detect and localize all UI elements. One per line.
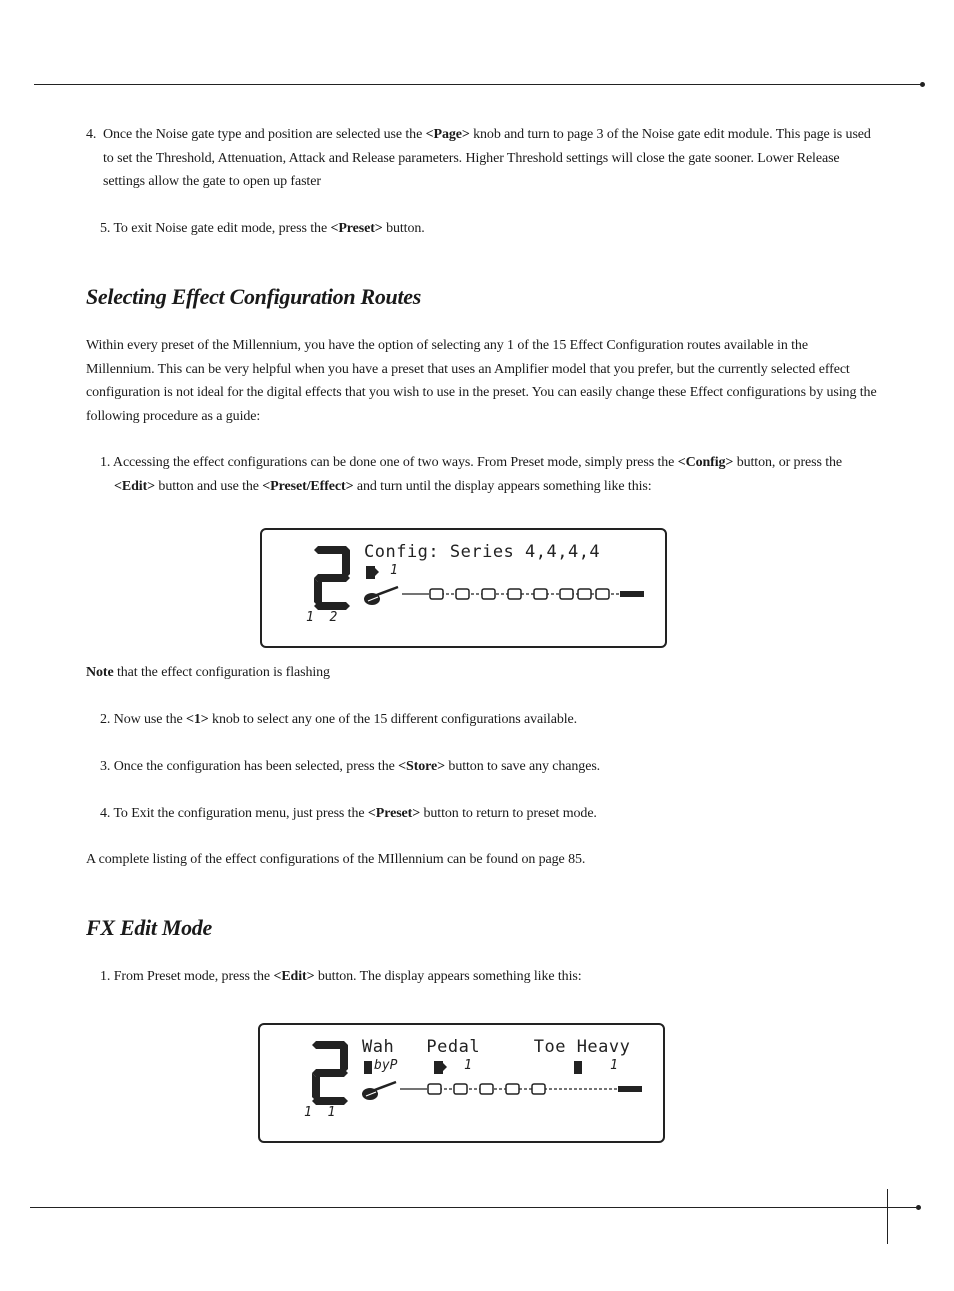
lcd-cursor-block-pedal bbox=[434, 1061, 443, 1074]
lcd-bottom-left-numbers: 1 1 bbox=[304, 1105, 336, 1120]
config-step-4: 4. To Exit the configuration menu, just press the <Preset> button to return to preset mode. bbox=[100, 806, 597, 821]
config-note: Note that the effect configuration is flashing bbox=[86, 665, 330, 680]
config-routes-intro: Within every preset of the Millennium, you have the option of selecting any 1 of the 15 Effect Configuration routes available in the Millennium. This can be very helpful when you have a preset that uses an Amplifier model that you prefer, but the currently selected effect configuration is not ideal for the digital effects that you wish to use in the preset. You can easily change these Effect configurations by using the following procedure as a guide: bbox=[86, 338, 877, 424]
lcd-line-1: Wah Pedal Toe Heavy bbox=[362, 1037, 631, 1057]
config-step-2: 2. Now use the <1> knob to select any one of the 15 different configurations available. bbox=[100, 712, 578, 727]
lcd-line-2: 1 bbox=[390, 563, 398, 578]
noise-gate-step-4 bbox=[86, 123, 876, 194]
lcd-cursor-block-toe bbox=[574, 1061, 582, 1074]
config-step-1: 1. Accessing the effect configurations can be done one of two ways. From Preset mode, simply press the <Config> button, or press the <Edit> button and use the <Preset/Effect> and turn until the display appears something like this: bbox=[100, 455, 843, 494]
section-heading-fx-edit: FX Edit Mode bbox=[86, 915, 212, 940]
lcd-cursor-arrow bbox=[375, 568, 379, 576]
lcd-cursor-arrow bbox=[443, 1063, 447, 1071]
fx-edit-step-1: 1. From Preset mode, press the <Edit> button. The display appears something like this: bbox=[100, 969, 582, 984]
signal-chain-diagram bbox=[402, 586, 644, 602]
top-rule bbox=[34, 84, 921, 85]
guitar-icon bbox=[362, 584, 402, 608]
bottom-rule-dot bbox=[916, 1205, 921, 1210]
lcd-cursor-block-wah bbox=[364, 1061, 372, 1074]
config-listing-note: A complete listing of the effect configurations of the MIllennium can be found on page 85. bbox=[86, 852, 586, 867]
lcd-display-fx-edit bbox=[258, 1023, 665, 1143]
bottom-rule bbox=[30, 1207, 918, 1208]
big-digit-2 bbox=[310, 1039, 350, 1107]
step-text: Once the Noise gate type and position are selected use the <Page> knob and turn to page 3 of the Noise gate edit module. This page is used to set the Threshold, Attenuation, Attack and Release parameters. Higher Threshold settings will close the gate sooner. Lower Release settings allow the gate to open up faster bbox=[103, 127, 871, 189]
signal-chain-diagram bbox=[400, 1081, 642, 1097]
lcd-cursor-block bbox=[366, 566, 375, 579]
lcd-pedal-value: 1 bbox=[464, 1058, 472, 1073]
lcd-bottom-left-numbers: 1 2 bbox=[306, 610, 338, 625]
top-rule-dot bbox=[920, 82, 925, 87]
lcd-display-config bbox=[260, 528, 667, 648]
lcd-toe-value: 1 bbox=[610, 1058, 618, 1073]
crop-mark bbox=[887, 1189, 888, 1244]
guitar-icon bbox=[360, 1079, 400, 1103]
lcd-wah-value: byP bbox=[374, 1058, 398, 1073]
lcd-line-1: Config: Series 4,4,4,4 bbox=[364, 542, 601, 562]
big-digit-2 bbox=[312, 544, 352, 612]
step-number: 4. bbox=[86, 127, 97, 142]
noise-gate-step-5: 5. To exit Noise gate edit mode, press the <Preset> button. bbox=[100, 221, 425, 236]
config-step-3: 3. Once the configuration has been selected, press the <Store> button to save any changes. bbox=[100, 759, 601, 774]
section-heading-config-routes: Selecting Effect Configuration Routes bbox=[86, 284, 422, 309]
